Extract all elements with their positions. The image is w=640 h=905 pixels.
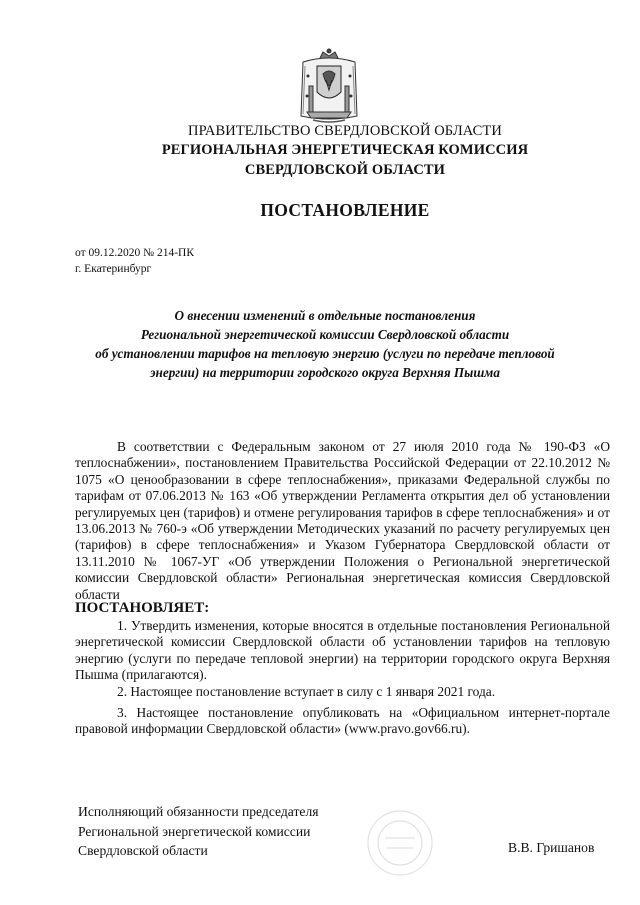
subject-line: Региональной энергетической комиссии Свердловской области (140, 327, 510, 342)
resolution-item-1: 1. Утвердить изменения, которые вносятся в отдельные постановления Региональной энергетической комиссии Свердловской области об установлении тарифов на тепловую энергию (услуги по передаче тепловой энергии) на территории городского округа Верхняя Пышма (прилагаются). (75, 618, 610, 683)
document-type-heading: ПОСТАНОВЛЕНИЕ (260, 200, 430, 220)
position-line: Региональной энергетической комиссии (78, 823, 311, 839)
signatory-position (78, 802, 319, 861)
coat-of-arms-icon (293, 46, 365, 124)
preamble-paragraph: В соответствии с Федеральным законом от 27 июля 2010 года № 190-ФЗ «О теплоснабжении», постановлением Правительства Российской Федерации от 22.10.2012 № 1075 «О ценообразовании в сфере теплоснабжения», приказами Федеральной службы по тарифам от 07.06.2013 № 163 «Об утверждении Регламента открытия дел об установлении регулируемых цен (тарифов) и отмене регулирования тарифов в сфере теплоснабжения» и от 13.06.2013 № 760-э «Об утверждении Методических указаний по расчету регулируемых цен (тарифов) в сфере теплоснабжения» и Указом Губернатора Свердловской области от 13.11.2010 № 1067-УГ «Об утверждении Положения о Региональной энергетической комиссии Свердловской области» Региональная энергетическая комиссия Свердловской области (75, 439, 610, 602)
subject-line: об установлении тарифов на тепловую энергию (услуги по передаче тепловой (95, 346, 555, 361)
position-line: Исполняющий обязанности председателя (78, 804, 319, 819)
commission-name-line2: СВЕРДЛОВСКОЙ ОБЛАСТИ (244, 162, 446, 178)
resolution-item-3: 3. Настоящее постановление опубликовать на «Официальном интернет-портале правовой информации Свердловской области» (www.pravo.gov66.ru). (75, 705, 610, 737)
document-date-number: от 09.12.2020 № 214-ПК (75, 247, 195, 259)
resolution-item-2: 2. Настоящее постановление вступает в силу с 1 января 2021 года. (117, 684, 496, 699)
subject-line: О внесении изменений в отдельные постановления (174, 308, 476, 323)
commission-name-line1: РЕГИОНАЛЬНАЯ ЭНЕРГЕТИЧЕСКАЯ КОМИССИЯ (161, 142, 529, 158)
position-line: Свердловской области (78, 843, 208, 859)
resolves-heading: ПОСТАНОВЛЯЕТ: (75, 600, 210, 616)
faded-stamp-icon (365, 808, 435, 878)
signatory-name: В.В. Гришанов (508, 840, 595, 855)
government-name: ПРАВИТЕЛЬСТВО СВЕРДЛОВСКОЙ ОБЛАСТИ (188, 123, 502, 139)
document-city: г. Екатеринбург (75, 263, 152, 275)
document-subject (60, 306, 590, 382)
subject-line: энергии) на территории городского округа Верхняя Пышма (150, 365, 500, 380)
